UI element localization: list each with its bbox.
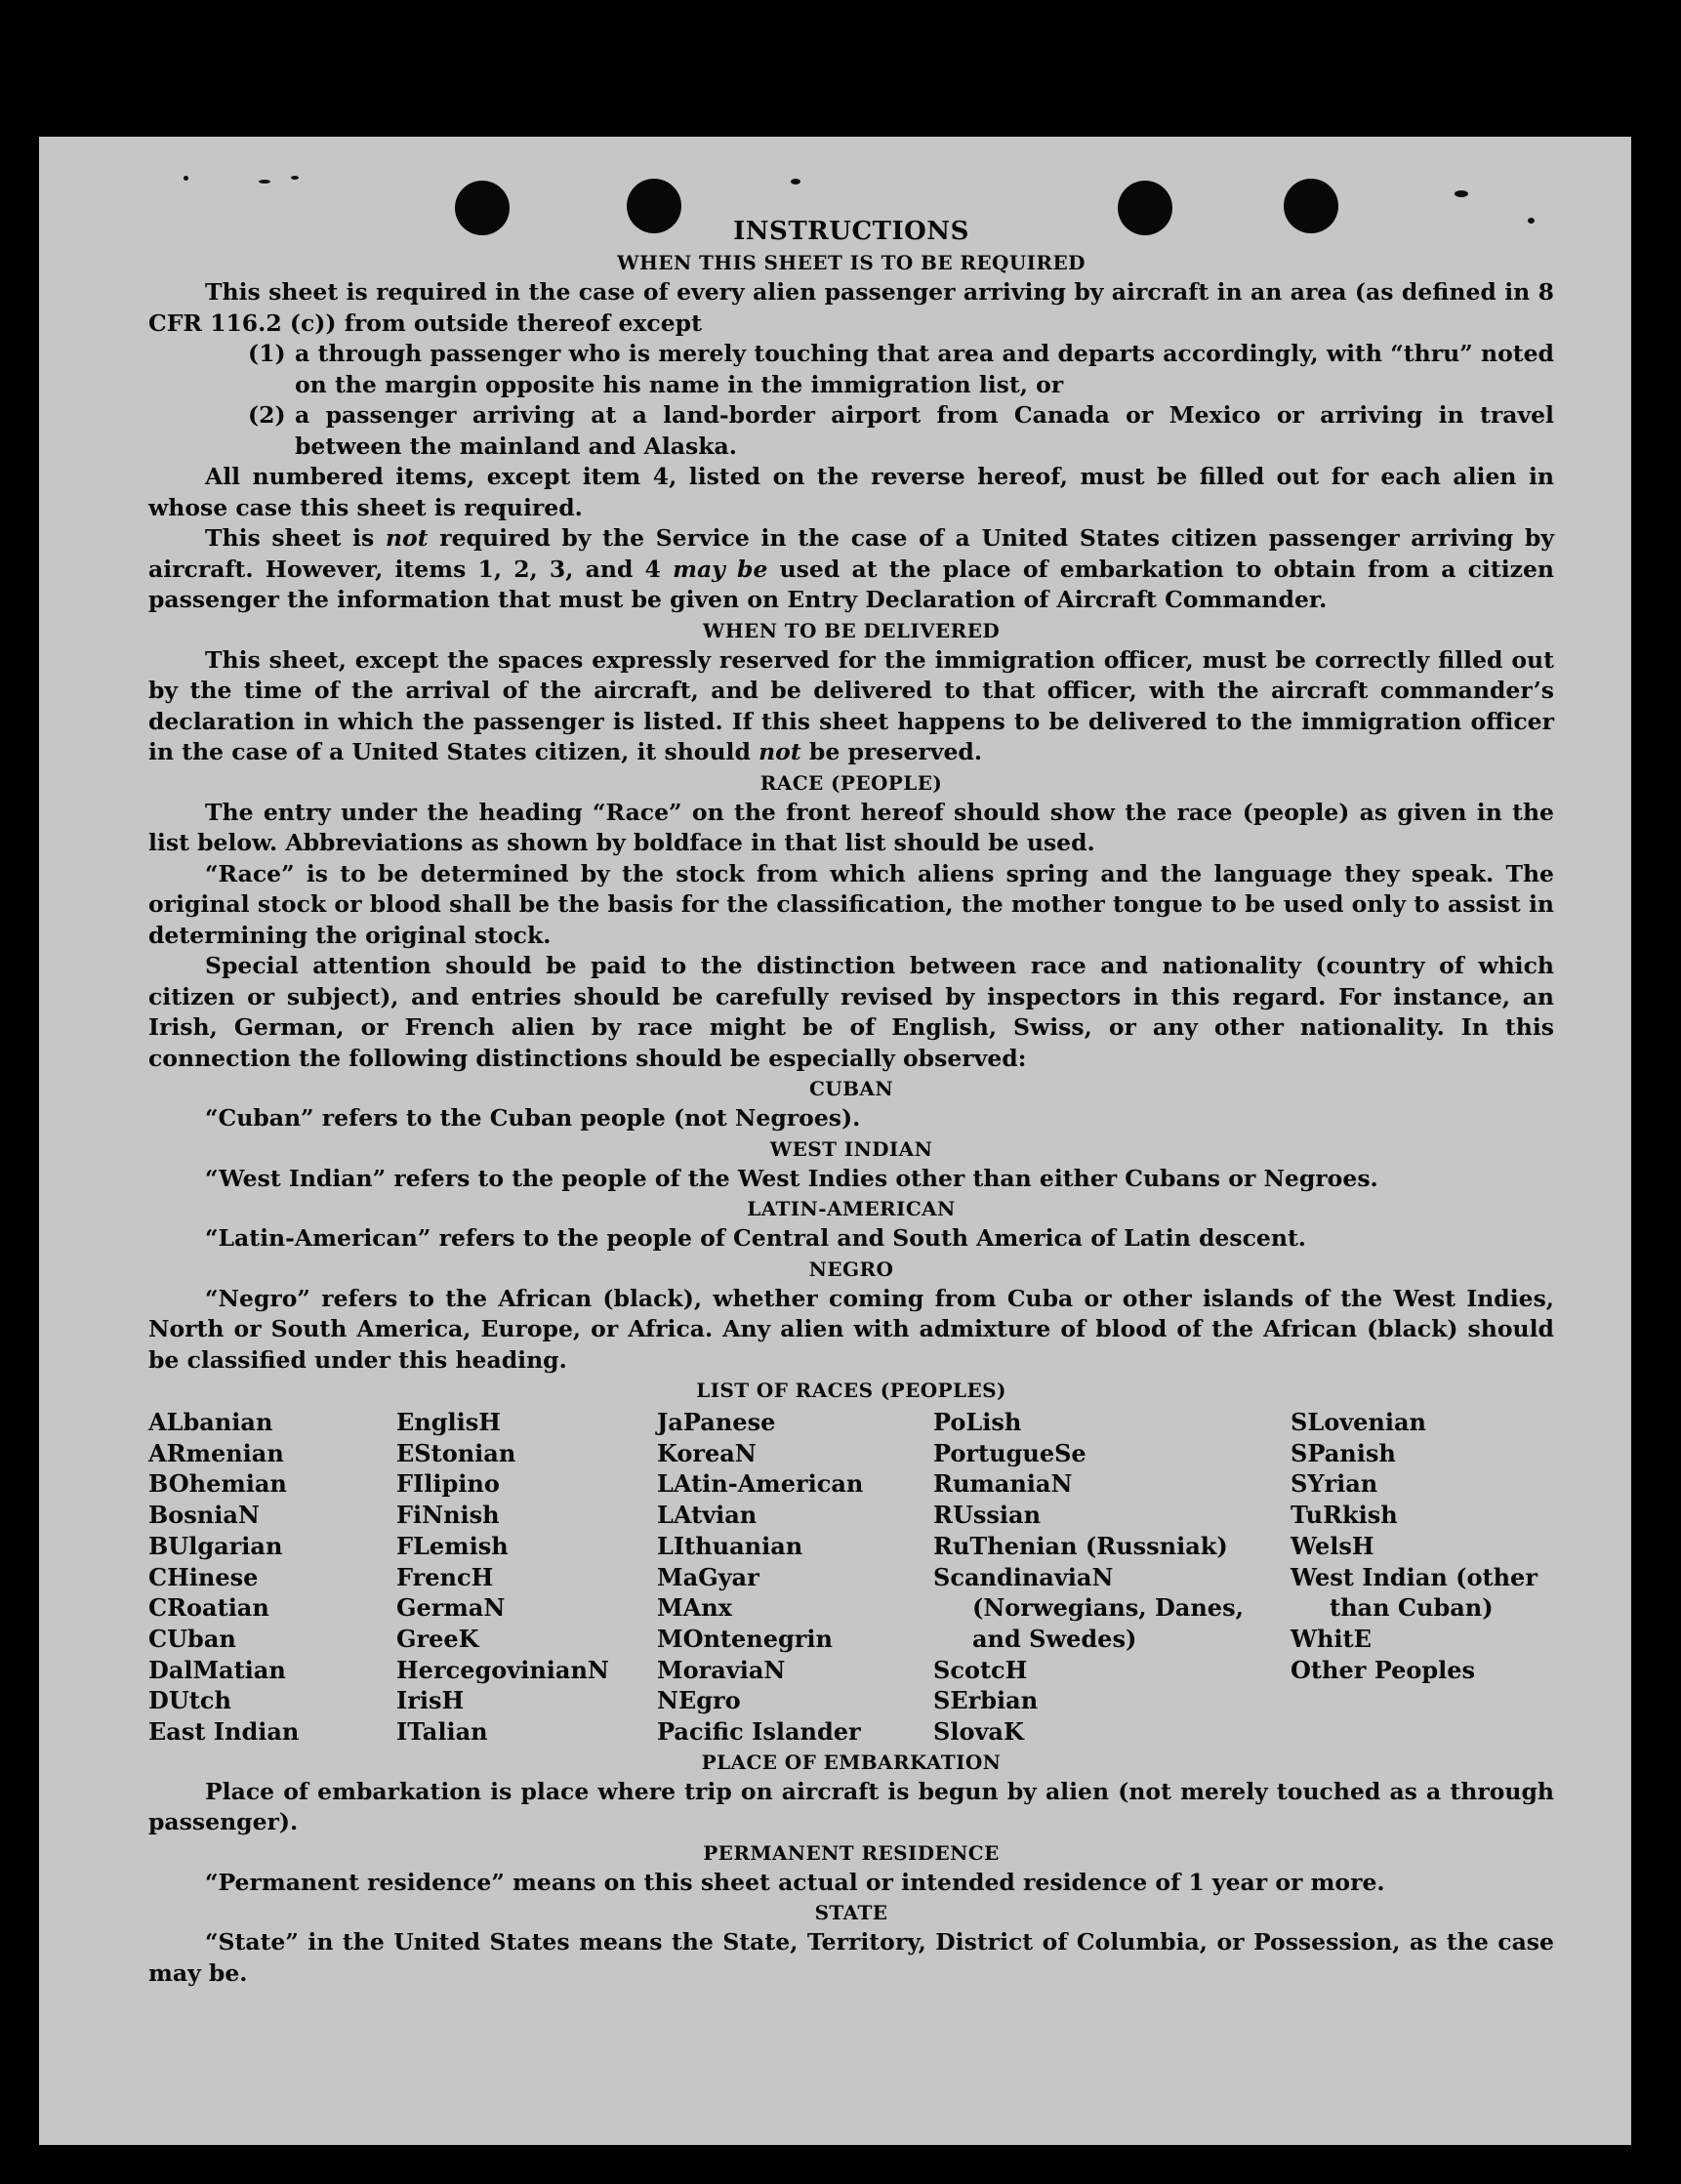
paragraph: “Race” is to be determined by the stock from which aliens spring and the language they speak. The original stock or blood shall be the basis for the classification, the mother tongue to be used only to assist in determining the original stock. (148, 859, 1554, 949)
race-entry: BUlgarian (148, 1531, 283, 1560)
race-entry: CHinese (148, 1562, 259, 1591)
race-entry: WelsH (1291, 1531, 1374, 1560)
race-entry: RuThenian (Russniak) (933, 1531, 1228, 1560)
document-sheet (39, 137, 1631, 2145)
race-entry: RumaniaN (933, 1469, 1073, 1499)
scan-speck (259, 180, 270, 184)
item-number: (2) (248, 401, 286, 429)
heading-cuban: CUBAN (808, 1077, 894, 1100)
scan-speck (184, 176, 188, 181)
race-entry: MAnx (657, 1593, 732, 1623)
paragraph: Special attention should be paid to the distinction between race and nationality (country of which citizen or subject), and entries should be carefully revised by inspectors in this regard. For instance, an Irish, German, or French alien by race might be of English, Swiss, or any other nationality. In this connection the following distinctions should be especially observed: (148, 952, 1554, 1072)
races-column (396, 1407, 657, 1748)
race-entry: ScotcH (933, 1655, 1028, 1684)
list-item (148, 339, 1554, 400)
heading-when-delivered: WHEN TO BE DELIVERED (702, 618, 1001, 642)
race-entry: SlovaK (933, 1717, 1024, 1747)
races-column (657, 1407, 933, 1748)
races-table (148, 1407, 1554, 1748)
race-entry: TuRkish (1291, 1501, 1398, 1530)
races-column (1291, 1407, 1554, 1748)
paragraph: Place of embarkation is place where trip on aircraft is begun by alien (not merely touched as a through passenger). (148, 1777, 1554, 1836)
heading-embarkation: PLACE OF EMBARKATION (701, 1750, 1002, 1774)
race-entry: FIlipino (396, 1469, 500, 1499)
race-entry: EnglisH (396, 1408, 501, 1436)
race-entry: LAtvian (657, 1501, 758, 1530)
item-number: (1) (248, 340, 286, 367)
instructions-text (148, 215, 1554, 1989)
heading-negro: NEGRO (808, 1257, 894, 1281)
race-entry: DalMatian (148, 1655, 286, 1684)
page-title: INSTRUCTIONS (733, 217, 969, 246)
heading-list-of-races: LIST OF RACES (PEOPLES) (696, 1379, 1006, 1402)
heading-race: RACE (PEOPLE) (759, 770, 943, 795)
scan-speck (791, 179, 800, 185)
race-entry: MaGyar (657, 1562, 759, 1591)
race-entry: Other Peoples (1291, 1655, 1476, 1684)
heading-west-indian: WEST INDIAN (769, 1136, 933, 1161)
paragraph: “Latin-American” refers to the people of Central and South America of Latin descent. (205, 1224, 1306, 1252)
scan-speck (1455, 190, 1468, 197)
race-entry: BosniaN (148, 1501, 260, 1530)
race-entry: East Indian (148, 1717, 300, 1747)
races-column (148, 1407, 396, 1748)
race-entry: FrencH (396, 1562, 494, 1591)
item-text: a through passenger who is merely touching that area and departs accordingly, with “thru” noted on the margin opposite his name in the immigration list, or (295, 340, 1554, 398)
race-entry: MoraviaN (657, 1655, 786, 1684)
race-entry: West Indian (other than Cuban) (1291, 1562, 1538, 1623)
races-column (933, 1407, 1291, 1748)
race-entry: KoreaN (657, 1438, 757, 1467)
race-entry: LAtin-American (657, 1469, 864, 1499)
race-entry: ALbanian (148, 1408, 273, 1436)
heading-permanent-residence: PERMANENT RESIDENCE (703, 1840, 1000, 1865)
paragraph: All numbered items, except item 4, listed on the reverse hereof, must be filled out for each alien in whose case this sheet is required. (148, 463, 1554, 521)
race-entry: CRoatian (148, 1593, 269, 1623)
race-entry: FiNnish (396, 1501, 500, 1530)
race-entry: HercegovinianN (396, 1655, 609, 1684)
race-entry: GermaN (396, 1593, 506, 1623)
heading-state: STATE (814, 1901, 888, 1925)
race-entry: FLemish (396, 1531, 509, 1560)
paragraph: “Permanent residence” means on this sheet actual or intended residence of 1 year or more. (205, 1868, 1385, 1896)
race-entry: LIthuanian (657, 1531, 803, 1560)
race-entry: BOhemian (148, 1469, 287, 1499)
race-entry: GreeK (396, 1624, 479, 1653)
race-entry: SYrian (1291, 1469, 1378, 1499)
paragraph: “Negro” refers to the African (black), whether coming from Cuba or other islands of the West Indies, North or South America, Europe, or Africa. Any alien with admixture of blood of the African (black) should be classified under this heading. (148, 1284, 1554, 1374)
race-entry: WhitE (1291, 1624, 1372, 1653)
paragraph: This sheet is required in the case of every alien passenger arriving by aircraft in an area (as defined in 8 CFR 116.2 (c)) from outside thereof except (148, 278, 1554, 337)
race-entry: NEgro (657, 1686, 741, 1715)
race-entry: IrisH (396, 1686, 465, 1715)
race-entry: EStonian (396, 1438, 516, 1467)
race-entry: SPanish (1291, 1438, 1396, 1467)
paragraph: “West Indian” refers to the people of the West Indies other than either Cubans or Negroes. (205, 1164, 1378, 1192)
race-entry: PoLish (933, 1408, 1022, 1436)
race-entry: RUssian (933, 1501, 1042, 1530)
paragraph: This sheet, except the spaces expressly reserved for the immigration officer, must be correctly filled out by the time of the arrival of the aircraft, and be delivered to that officer, with the aircraft commander’s declaration in which the passenger is listed. If this sheet happens to be delivered to the immigration officer in the case of a United States citizen, it should not be preserved. (148, 645, 1554, 765)
heading-latin-american: LATIN-AMERICAN (747, 1197, 956, 1220)
race-entry: SLovenian (1291, 1408, 1426, 1436)
race-entry: JaPanese (657, 1408, 776, 1436)
list-item (148, 400, 1554, 462)
race-entry: MOntenegrin (657, 1624, 833, 1653)
paragraph: The entry under the heading “Race” on the front hereof should show the race (people) as given in the list below. Abbreviations as shown by boldface in that list should be used. (148, 798, 1554, 856)
race-entry: DUtch (148, 1686, 231, 1715)
scan-speck (291, 176, 299, 180)
heading-when-required: WHEN THIS SHEET IS TO BE REQUIRED (617, 251, 1086, 274)
race-entry: ITalian (396, 1717, 488, 1747)
race-entry: ARmenian (148, 1438, 284, 1467)
race-entry: SErbian (933, 1686, 1039, 1715)
race-entry: ScandinaviaN (Norwegians, Danes, and Swedes) (933, 1562, 1244, 1653)
paragraph: “State” in the United States means the State, Territory, District of Columbia, or Possession, as the case may be. (148, 1928, 1554, 1987)
race-entry: PortugueSe (933, 1438, 1086, 1467)
race-entry: CUban (148, 1624, 236, 1653)
race-entry: Pacific Islander (657, 1717, 861, 1747)
paragraph: This sheet is not required by the Service in the case of a United States citizen passenger arriving by aircraft. However, items 1, 2, 3, and 4 may be used at the place of embarkation to obtain from a citizen passenger the information that must be given on Entry Declaration of Aircraft Commander. (148, 524, 1554, 613)
item-text: a passenger arriving at a land-border airport from Canada or Mexico or arriving in travel between the mainland and Alaska. (295, 401, 1554, 460)
paragraph: “Cuban” refers to the Cuban people (not Negroes). (205, 1104, 861, 1132)
